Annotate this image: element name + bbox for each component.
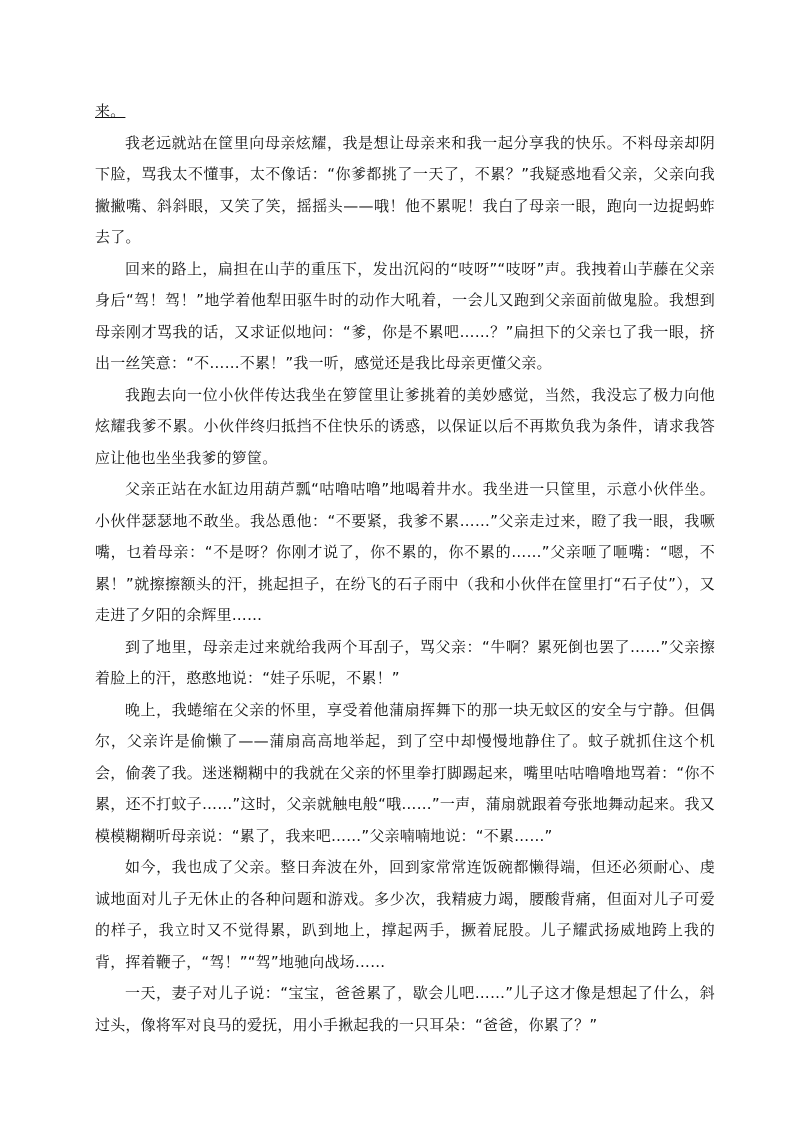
paragraph-text: 来。	[95, 102, 126, 120]
paragraph: 回来的路上，扁担在山芋的重压下，发出沉闷的“吱呀”“吱呀”声。我拽着山芋藤在父亲身后“驾！驾！”地学着他犁田驱牛时的动作大吼着，一会儿又跑到父亲面前做鬼脸。我想到母亲刚才骂我的话，又求证似地问：“爹，你是不累吧……？”扁担下的父亲乜了我一眼，挤出一丝笑意：“不……不累！”我一听，感觉还是我比母亲更懂父亲。	[95, 259, 715, 372]
paragraph: 我跑去向一位小伙伴传达我坐在箩筐里让爹挑着的美妙感觉，当然，我没忘了极力向他炫耀我爹不累。小伙伴终归抵挡不住快乐的诱惑，以保证以后不再欺负我为条件，请求我答应让他也坐坐我爹的箩筐。	[95, 385, 715, 467]
paragraph-continuation	[95, 96, 715, 128]
paragraph: 一天，妻子对儿子说：“宝宝，爸爸累了，歇会儿吧……”儿子这才像是想起了什么，斜过头，像将军对良马的爱抚，用小手揪起我的一只耳朵：“爸爸，你累了？”	[95, 984, 715, 1034]
paragraph: 如今，我也成了父亲。整日奔波在外，回到家常常连饭碗都懒得端，但还必须耐心、虔诚地面对儿子无休止的各种问题和游戏。多少次，我精疲力竭，腰酸背痛，但面对儿子可爱的样子，我立时又不觉得累，趴到地上，撑起两手，撅着屁股。儿子耀武扬威地跨上我的背，挥着鞭子，“驾！”“驾”地驰向战场……	[95, 858, 715, 971]
article-body	[95, 96, 715, 1041]
paragraph: 父亲正站在水缸边用葫芦瓢“咕噜咕噜”地喝着井水。我坐进一只筐里，示意小伙伴坐。小伙伴瑟瑟地不敢坐。我怂恿他：“不要紧，我爹不累……”父亲走过来，瞪了我一眼，我噘嘴，乜着母亲：“不是呀？你刚才说了，你不累的，你不累的……”父亲咂了咂嘴：“嗯，不累！”就擦擦额头的汗，挑起担子，在纷飞的石子雨中（我和小伙伴在筐里打“石子仗”），又走进了夕阳的余辉里……	[95, 480, 715, 624]
paragraph: 到了地里，母亲走过来就给我两个耳刮子，骂父亲：“牛啊？累死倒也罢了……”父亲擦着脸上的汗，憨憨地说：“娃子乐呢，不累！”	[95, 637, 715, 687]
paragraph: 我老远就站在筐里向母亲炫耀，我是想让母亲来和我一起分享我的快乐。不料母亲却阴下脸，骂我太不懂事，太不像话：“你爹都挑了一天了，不累？”我疑惑地看父亲，父亲向我撇撇嘴、斜斜眼，又笑了笑，摇摇头——哦！他不累呢！我白了母亲一眼，跑向一边捉蚂蚱去了。	[95, 133, 715, 246]
paragraph: 晚上，我蜷缩在父亲的怀里，享受着他蒲扇挥舞下的那一块无蚊区的安全与宁静。但偶尔，父亲许是偷懒了——蒲扇高高地举起，到了空中却慢慢地静住了。蚊子就抓住这个机会，偷袭了我。迷迷糊糊中的我就在父亲的怀里拳打脚踢起来，嘴里咕咕噜噜地骂着：“你不累，还不打蚊子……”这时，父亲就触电般“哦……”一声，蒲扇就跟着夸张地舞动起来。我又模模糊糊听母亲说：“累了，我来吧……”父亲喃喃地说：“不累……”	[95, 700, 715, 845]
